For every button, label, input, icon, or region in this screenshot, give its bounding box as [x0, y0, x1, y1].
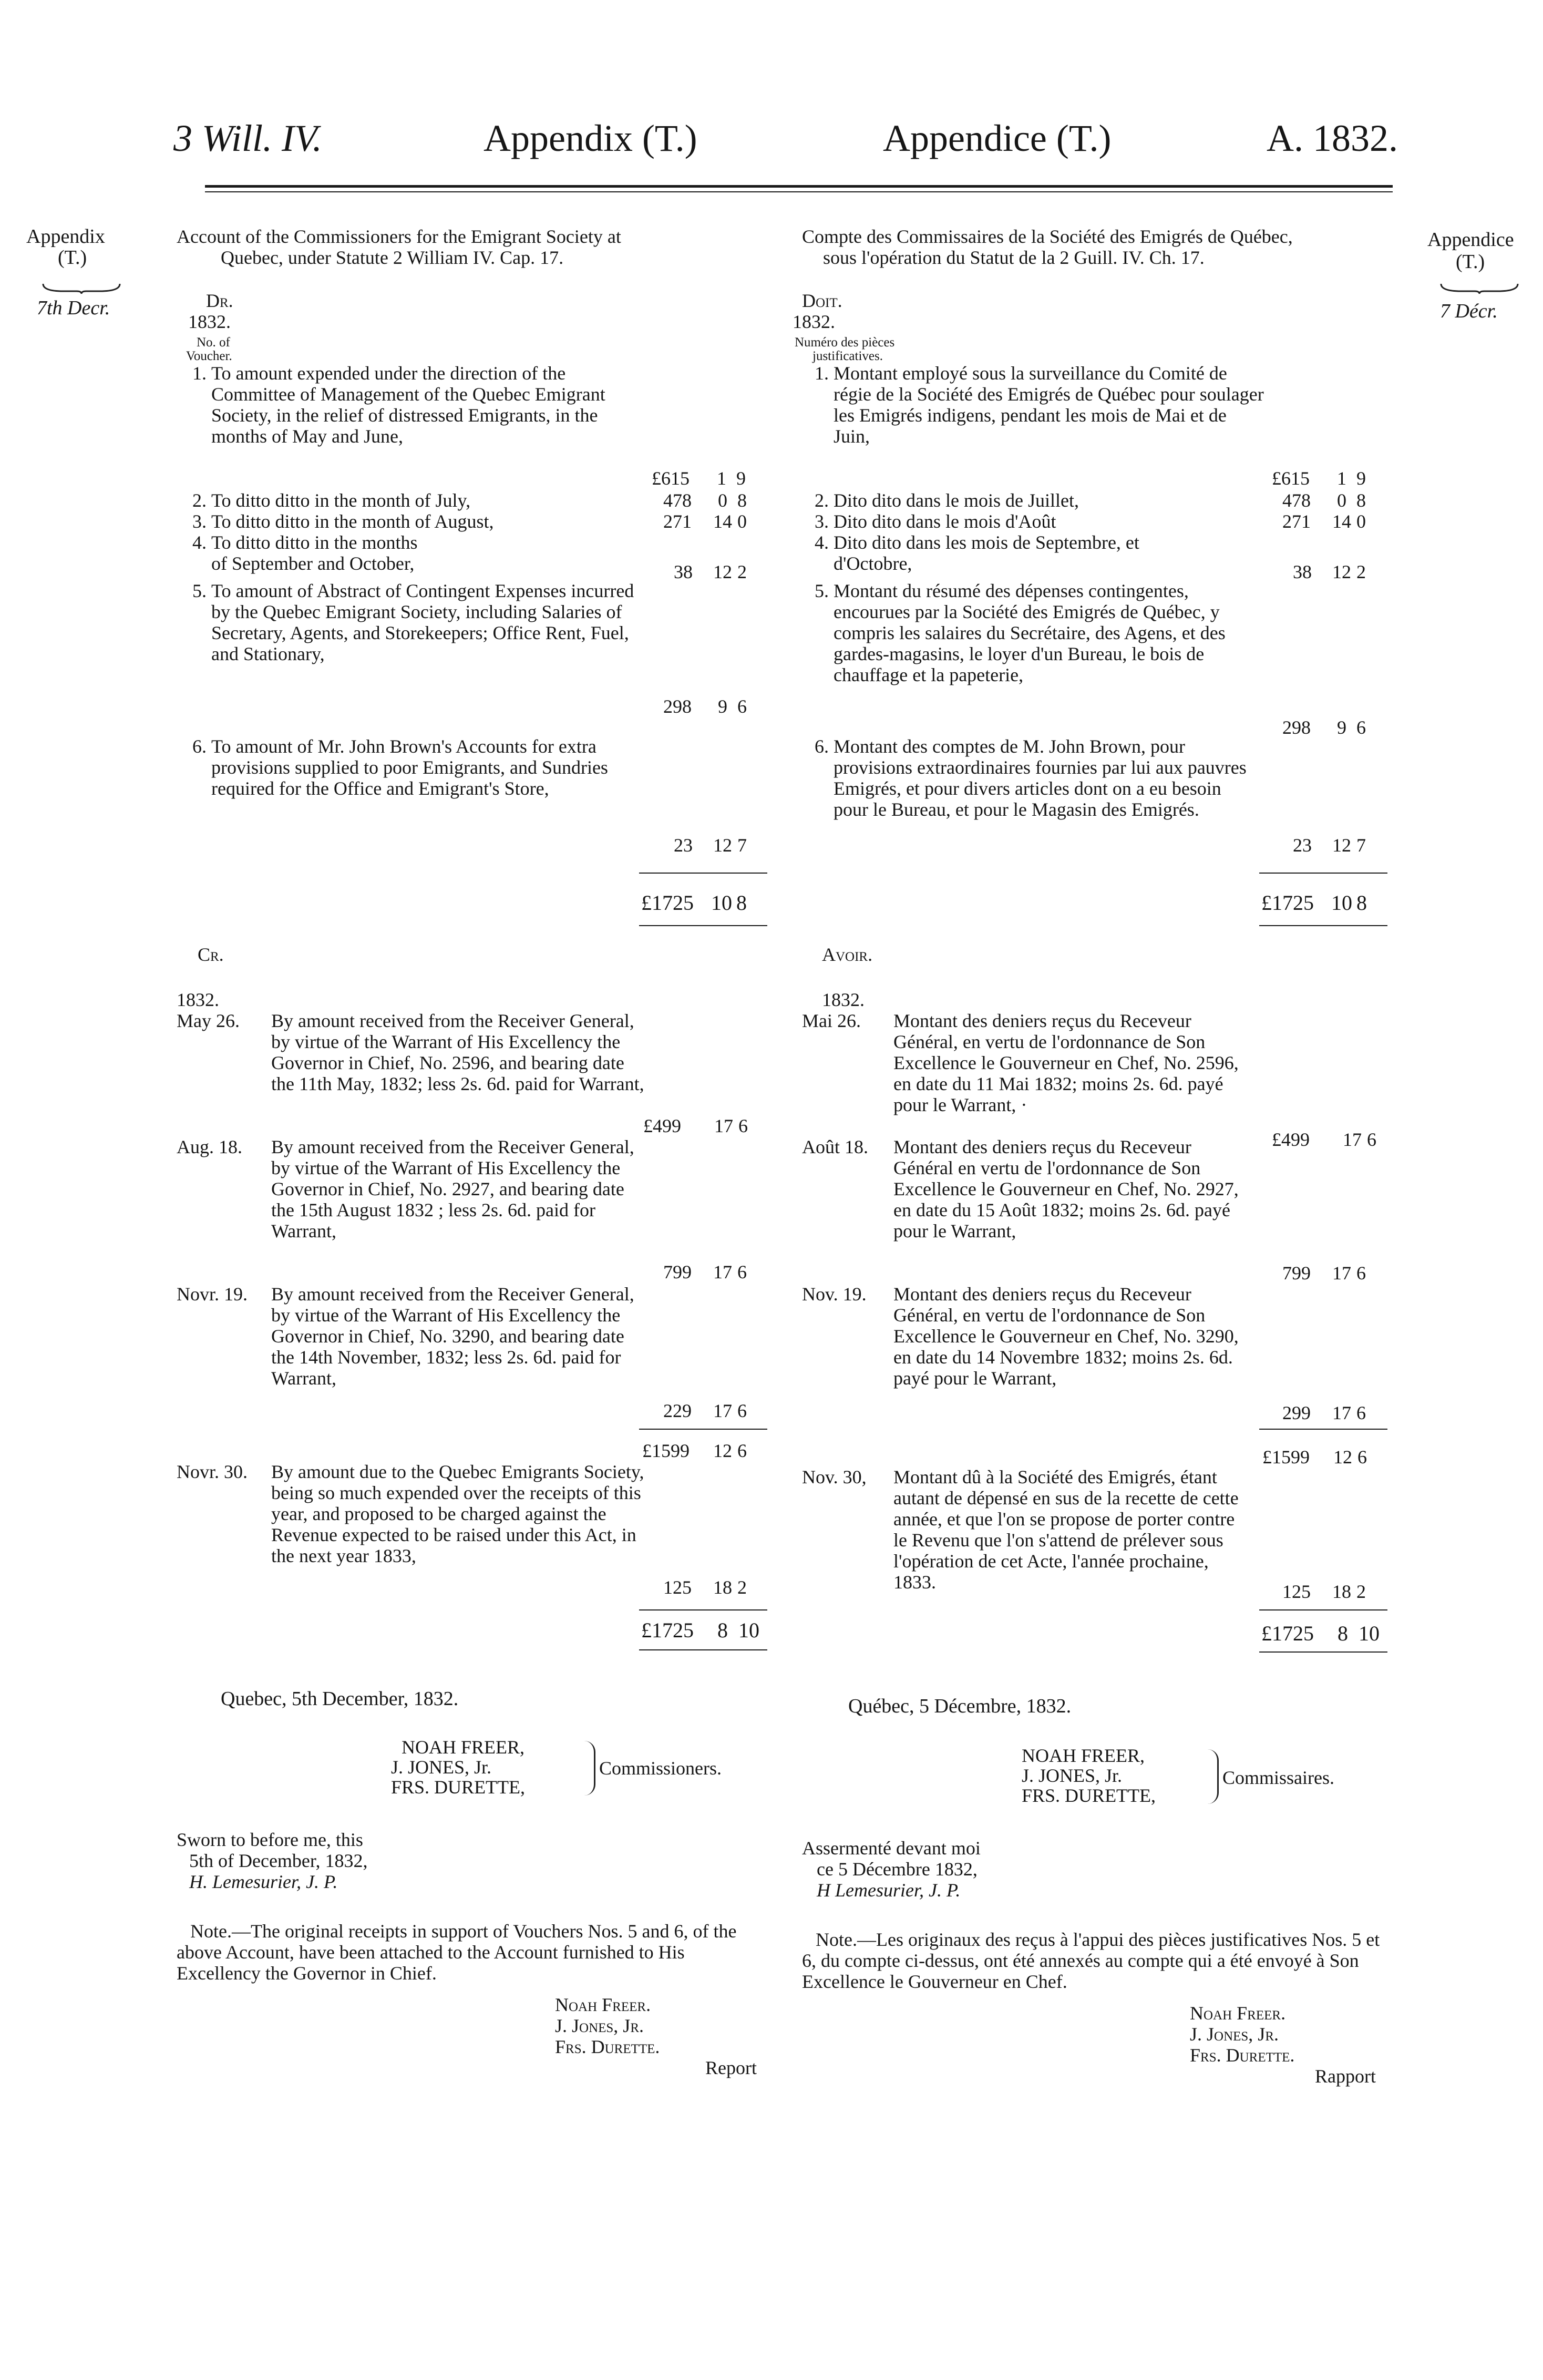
signatory-name: J. JONES, Jr. — [391, 1757, 492, 1778]
header-rule-thick — [205, 185, 1393, 188]
margin-left-brace — [42, 283, 121, 294]
debit-entry-text: To ditto ditto in the month of July, — [211, 490, 471, 511]
header-rule-thin — [205, 191, 1393, 192]
closing-signature: J. Jones, Jr. — [555, 2015, 644, 2036]
voucher-number: 4. — [192, 532, 207, 553]
justice-of-peace: H Lemesurier, J. P. — [817, 1880, 961, 1901]
credit-entry-text: Montant des deniers reçus du Receveur Général en vertu de l'ordonnance de Son Excellence le Gouverneur en Chef, No. 2927, en date du 15 Août 1832; moins 2s. 6d. payé pour le Warrant, — [893, 1136, 1239, 1242]
credit-total-rule — [639, 1609, 767, 1610]
credit-amount: 299 17 6 — [1282, 1402, 1366, 1423]
credit-total-rule — [1259, 1609, 1387, 1610]
place-date: Quebec, 5th December, 1832. — [221, 1688, 459, 1710]
credit-total: £1725 8 10 — [641, 1618, 759, 1642]
voucher-heading: Voucher. — [186, 349, 232, 363]
voucher-number: 6. — [192, 736, 207, 757]
credit-subtotal: £1599 12 6 — [1262, 1447, 1367, 1468]
account-title-line2: sous l'opération du Statut de la 2 Guill. IV. Ch. 17. — [823, 247, 1205, 268]
margin-left-sub: (T.) — [58, 247, 87, 269]
credit-amount: 799 17 6 — [1282, 1263, 1366, 1284]
debit-entry-text: Dito dito dans le mois d'Août — [834, 511, 1056, 532]
debit-total-rule — [1259, 925, 1387, 926]
sworn-statement: ce 5 Décembre 1832, — [817, 1859, 978, 1880]
debit-year: 1832. — [188, 311, 231, 332]
credit-entry-text: Montant des deniers reçus du Receveur Général, en vertu de l'ordonnance de Son Excellence le Gouverneur en Chef, No. 2596, en date du 11 Mai 1832; moins 2s. 6d. payé pour le Warrant, · — [893, 1010, 1239, 1115]
debit-amount: 478 0 8 — [1282, 490, 1366, 511]
note-paragraph: Note.—The original receipts in support of Vouchers Nos. 5 and 6, of the above Account, have been attached to the Account furnished to His Excellency the Governor in Chief. — [177, 1921, 737, 1984]
debit-amount: 298 9 6 — [663, 696, 747, 717]
note-paragraph: Note.—Les originaux des reçus à l'appui des pièces justificatives Nos. 5 et 6, du compte ci-dessus, ont été annexés au compte qui a été envoyé à Son Excellence le Gouverneur en Chef. — [802, 1929, 1380, 1992]
credit-date: Août 18. — [802, 1136, 868, 1157]
voucher-number: 4. — [815, 532, 829, 553]
credit-entry-text: By amount received from the Receiver General, by virtue of the Warrant of His Excellency the Governor in Chief, No. 2927, and bearing date the 15th August 1832 ; less 2s. 6d. paid for Warrant, — [271, 1136, 634, 1242]
voucher-number: 6. — [815, 736, 829, 757]
commissioners-role: Commissioners. — [599, 1758, 722, 1779]
balance-date: Nov. 30, — [802, 1466, 867, 1488]
session-reference: 3 Will. IV. — [173, 117, 322, 159]
account-title-line1: Compte des Commissaires de la Société des Emigrés de Québec, — [802, 226, 1293, 247]
debit-total-rule — [1259, 873, 1387, 874]
justice-of-peace: H. Lemesurier, J. P. — [189, 1871, 338, 1892]
debit-amount: 23 12 7 — [1293, 835, 1366, 856]
debit-amount: 23 12 7 — [674, 835, 747, 856]
debit-amount: 38 12 2 — [674, 561, 747, 582]
margin-right-date: 7 Décr. — [1440, 300, 1498, 322]
voucher-number: 1. — [192, 363, 207, 384]
credit-subtotal: £1599 12 6 — [642, 1440, 747, 1461]
debit-entry-text: Dito dito dans le mois de Juillet, — [834, 490, 1079, 511]
debit-amount: 298 9 6 — [1282, 717, 1366, 738]
signatory-name: NOAH FREER, — [1022, 1745, 1145, 1766]
sworn-statement: Sworn to before me, this — [177, 1829, 363, 1850]
margin-left-label: Appendix — [26, 225, 105, 248]
debit-amount: 478 0 8 — [663, 490, 747, 511]
voucher-heading: No. of — [197, 335, 230, 350]
voucher-number: 1. — [815, 363, 829, 384]
credit-total-rule — [1259, 1651, 1387, 1653]
voucher-number: 3. — [192, 511, 207, 532]
year-label: A. 1832. — [1267, 117, 1398, 159]
account-title-line2: Quebec, under Statute 2 William IV. Cap. 17. — [221, 247, 564, 268]
voucher-number: 5. — [815, 580, 829, 601]
debit-entry-text: To ditto ditto in the month of August, — [211, 511, 494, 532]
voucher-number: 2. — [192, 490, 207, 511]
debit-heading: Doit. — [802, 290, 842, 311]
credit-date: Novr. 19. — [177, 1284, 248, 1305]
debit-amount: £615 1 9 — [1272, 468, 1366, 489]
debit-heading: Dr. — [206, 290, 233, 311]
debit-amount: 38 12 2 — [1293, 561, 1366, 582]
closing-signature: Frs. Durette. — [1190, 2045, 1295, 2066]
voucher-number: 3. — [815, 511, 829, 532]
credit-total: £1725 8 10 — [1261, 1622, 1380, 1645]
balance-amount: 125 18 2 — [1282, 1581, 1366, 1602]
credit-entry-text: Montant des deniers reçus du Receveur Général, en vertu de l'ordonnance de Son Excellence le Gouverneur en Chef, No. 3290, en date du 14 Novembre 1832; moins 2s. 6d. payé pour le Warrant, — [893, 1284, 1239, 1389]
balance-entry-text: Montant dû à la Société des Emigrés, étant autant de dépensé en sus de la recette de cette année, et que l'on se propose de porter contre le Revenu que l'on s'attend de prélever sous l'opération de cet Acte, l'année prochaine, 1833. — [893, 1466, 1239, 1593]
credit-amount: 799 17 6 — [663, 1261, 747, 1283]
closing-signature: J. Jones, Jr. — [1190, 2024, 1279, 2045]
appendix-title-fr: Appendice (T.) — [883, 117, 1112, 159]
margin-right-sub: (T.) — [1456, 251, 1485, 273]
commissioners-role: Commissaires. — [1222, 1767, 1334, 1788]
signatory-name: NOAH FREER, — [402, 1737, 525, 1758]
balance-entry-text: By amount due to the Quebec Emigrants Society, being so much expended over the receipts of this year, and proposed to be charged against the Revenue expected to be raised under this Act, in the next year 1833, — [271, 1461, 644, 1566]
debit-total: £1725 10 8 — [641, 891, 747, 915]
signatory-name: FRS. DURETTE, — [1022, 1785, 1156, 1806]
balance-date: Novr. 30. — [177, 1461, 248, 1482]
credit-amount: £499 17 6 — [1272, 1129, 1376, 1150]
credit-heading: Avoir. — [822, 944, 873, 965]
subtotal-rule — [639, 1429, 767, 1430]
debit-total-rule — [639, 925, 767, 926]
debit-entry-text: To amount of Mr. John Brown's Accounts for extra provisions supplied to poor Emigrants, and Sundries required for the Office and Emigrant's Store, — [211, 736, 608, 799]
place-date: Québec, 5 Décembre, 1832. — [848, 1695, 1072, 1717]
debit-entry-text: To amount of Abstract of Contingent Expenses incurred by the Quebec Emigrant Society, including Salaries of Secretary, Agents, and Storekeepers; Office Rent, Fuel, and Stationary, — [211, 580, 634, 664]
catchword: Rapport — [1315, 2066, 1376, 2087]
debit-amount: 271 14 0 — [663, 511, 747, 532]
signatories-brace — [584, 1741, 595, 1796]
debit-total-rule — [639, 873, 767, 874]
debit-entry-text: To ditto ditto in the months of September and October, — [211, 532, 418, 574]
voucher-number: 2. — [815, 490, 829, 511]
credit-year: 1832. — [822, 989, 865, 1010]
signatory-name: J. JONES, Jr. — [1022, 1765, 1123, 1786]
signatory-name: FRS. DURETTE, — [391, 1777, 526, 1798]
credit-date: Mai 26. — [802, 1010, 861, 1031]
balance-amount: 125 18 2 — [663, 1577, 747, 1598]
credit-year: 1832. — [177, 989, 219, 1010]
closing-signature: Frs. Durette. — [555, 2036, 660, 2057]
credit-date: May 26. — [177, 1010, 240, 1031]
debit-entry-text: Montant des comptes de M. John Brown, pour provisions extraordinaires fournies par lui aux pauvres Emigrés, et pour divers articles dont on a eu besoin pour le Bureau, et pour le Magasin des Emigrés. — [834, 736, 1247, 820]
debit-entry-text: To amount expended under the direction of the Committee of Management of the Quebec Emigrant Society, in the relief of distressed Emigrants, in the months of May and June, — [211, 363, 605, 447]
debit-total: £1725 10 8 — [1261, 891, 1367, 915]
debit-entry-text: Dito dito dans les mois de Septembre, et d'Octobre, — [834, 532, 1139, 574]
debit-year: 1832. — [793, 311, 835, 332]
debit-entry-text: Montant du résumé des dépenses contingentes, encourues par la Société des Emigrés de Québec, y compris les salaires du Secrétaire, des Agens, et des gardes-magasins, le loyer d'un Bureau, le bois de chauffage et la papeterie, — [834, 580, 1226, 685]
credit-entry-text: By amount received from the Receiver General, by virtue of the Warrant of His Excellency the Governor in Chief, No. 2596, and bearing date the 11th May, 1832; less 2s. 6d. paid for Warrant, — [271, 1010, 644, 1094]
signatories-brace — [1208, 1749, 1219, 1804]
margin-right-brace — [1440, 283, 1519, 294]
credit-total-rule — [639, 1649, 767, 1650]
appendix-title-en: Appendix (T.) — [484, 117, 697, 159]
debit-entry-text: Montant employé sous la surveillance du Comité de régie de la Société des Emigrés de Québec pour soulager les Emigrés indigens, pendant les mois de Mai et de Juin, — [834, 363, 1264, 447]
margin-left-date: 7th Decr. — [37, 297, 110, 319]
account-title-line1: Account of the Commissioners for the Emigrant Society at — [177, 226, 621, 247]
credit-date: Aug. 18. — [177, 1136, 242, 1157]
credit-entry-text: By amount received from the Receiver General, by virtue of the Warrant of His Excellency the Governor in Chief, No. 3290, and bearing date the 14th November, 1832; less 2s. 6d. paid for Warrant, — [271, 1284, 634, 1389]
sworn-statement: 5th of December, 1832, — [189, 1850, 368, 1871]
margin-right-label: Appendice — [1427, 229, 1514, 251]
voucher-heading: Numéro des pièces — [795, 335, 895, 350]
sworn-statement: Assermenté devant moi — [802, 1838, 981, 1859]
voucher-number: 5. — [192, 580, 207, 601]
debit-amount: £615 1 9 — [652, 468, 746, 489]
credit-heading: Cr. — [198, 944, 224, 965]
debit-amount: 271 14 0 — [1282, 511, 1366, 532]
credit-amount: £499 17 6 — [643, 1115, 748, 1136]
credit-date: Nov. 19. — [802, 1284, 867, 1305]
closing-signature: Noah Freer. — [1190, 2003, 1286, 2024]
closing-signature: Noah Freer. — [555, 1994, 651, 2015]
credit-amount: 229 17 6 — [663, 1400, 747, 1421]
voucher-heading: justificatives. — [812, 349, 883, 363]
subtotal-rule — [1259, 1429, 1387, 1430]
catchword: Report — [705, 2057, 757, 2078]
